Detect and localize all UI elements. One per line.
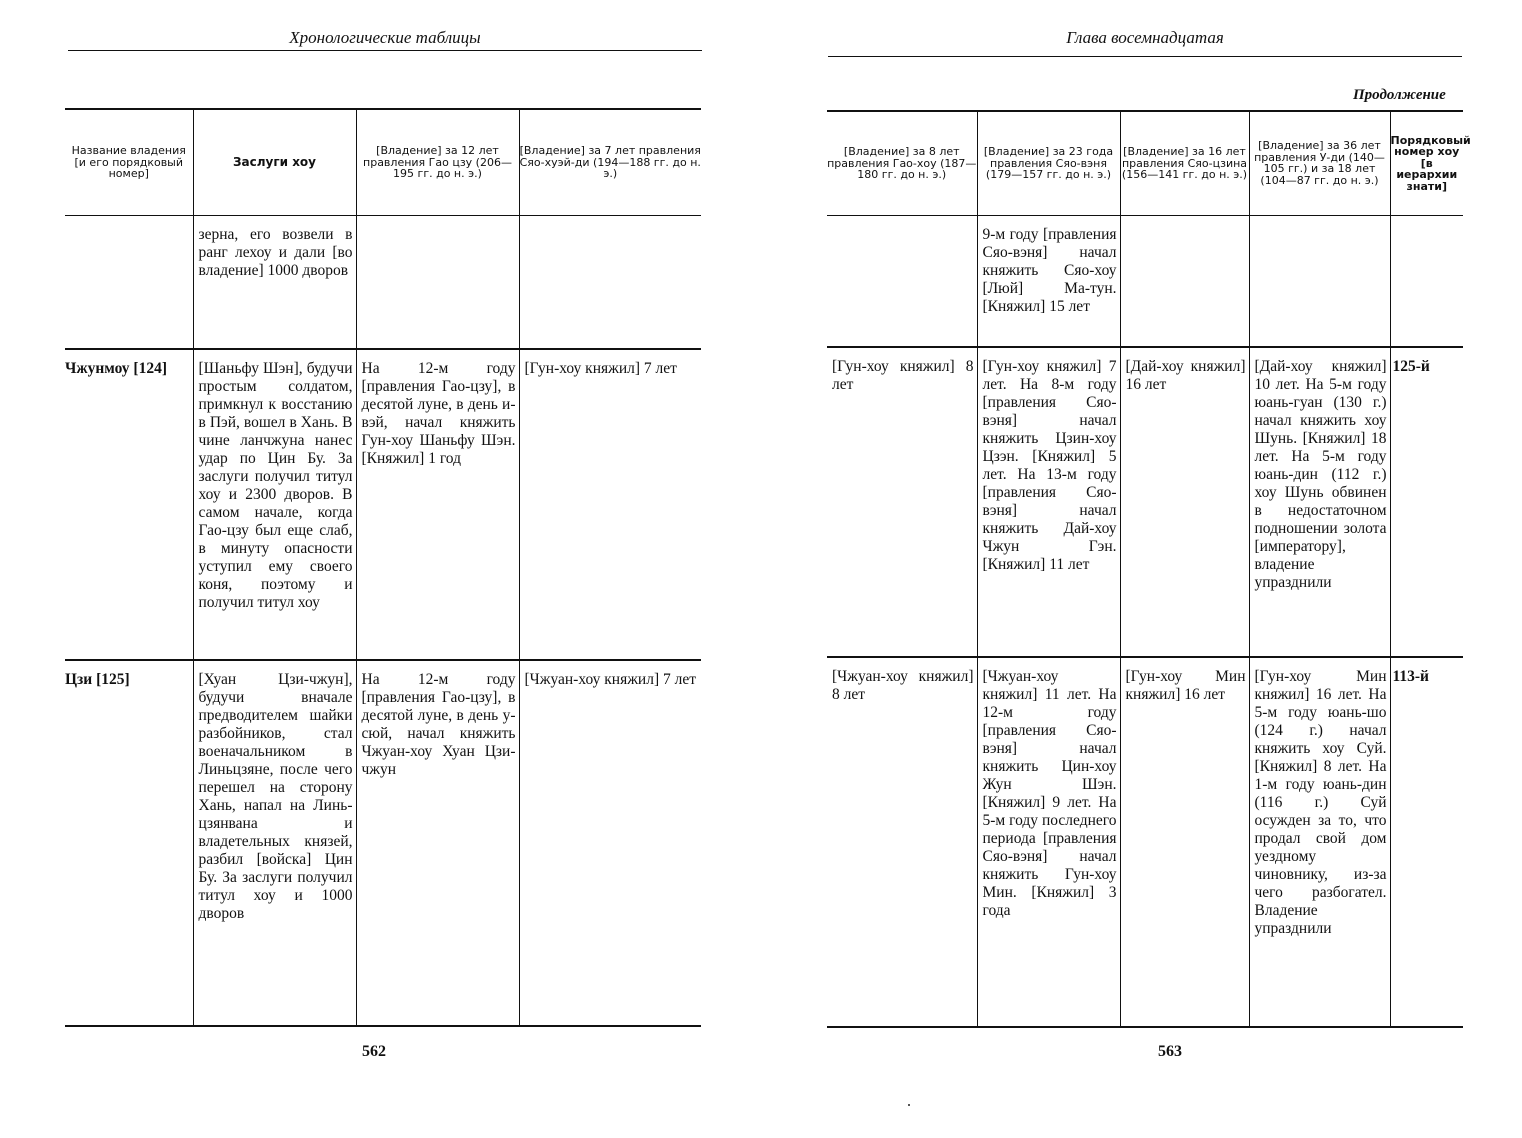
row-wudi: [Дай-хоу княжил] 10 лет. На 5-м году юань-гуан (130 г.) начал княжить хоу Шунь. [Княжил] 18 лет. На 5-м году юань-дин (112 г.) хоу Шунь обвинен в недостаточном подношении золота [императору], владение упразднили: [1254, 358, 1387, 591]
table-header-row: [65, 109, 701, 215]
scan-speck: [908, 1104, 910, 1106]
header-merits: Заслуги хоу: [193, 109, 356, 215]
table-row: [827, 347, 1463, 657]
row-merit: зерна, его возвели в ранг лехоу и дали [во владение] 1000 дворов: [198, 225, 353, 279]
header-gaohou: [Владение] за 8 лет правления Гао-хоу (187—180 гг. до н. э.): [827, 111, 977, 215]
row-wudi: [Гун-хоу Мин княжил] 16 лет. На 5-м году юань-шо (124 г.) начал княжить хоу Суй. [Княжил] 8 лет. На 1-м году юань-дин (116 г.) Суй осужден за то, что продал свой дом уездному чиновнику, из-за чего разбогател. Владение упразднили: [1254, 668, 1387, 937]
header-rule-left: [68, 50, 702, 51]
page-number-left: 562: [362, 1043, 386, 1060]
row-gaohou: [827, 216, 977, 226]
header-rule-right: [828, 56, 1462, 57]
row-merit: [Шаньфу Шэн], будучи простым солдатом, примкнул к восстанию в Пэй, вошел в Хань. В чине ланчжуна нанес удар по Цин Бу. За заслуги получил титул хоу и 2300 дворов. В самом начале, когда Гао-цзу был еще слаб, в минуту опасности уступил ему своего коня, поэтому и получил титул хоу: [198, 360, 353, 611]
row-name: Чжунмоу [124]: [65, 360, 168, 377]
row-rank: 113-й: [1392, 668, 1429, 685]
row-xiaojing: [1121, 216, 1249, 226]
table-row: [65, 349, 701, 660]
chronological-table-left: [65, 108, 701, 1027]
row-rank: 125-й: [1392, 358, 1430, 375]
page-number-right: 563: [1158, 1043, 1182, 1060]
running-head-right: Глава восемнадцатая: [1066, 28, 1224, 47]
row-xiaohui: [Гун-хоу княжил] 7 лет: [524, 360, 677, 377]
row-xiaohui: [Чжуан-хоу княжил] 7 лет: [524, 671, 697, 688]
row-rank: [1391, 216, 1464, 226]
table-row: [65, 660, 701, 1026]
row-gaozu: На 12-м году [правления Гао-цзу], в десятой луне, в день у-сюй, начал княжить Чжуан-хоу Хуан Цзи-чжун: [361, 671, 516, 778]
row-xiaowen: [Гун-хоу княжил] 7 лет. На 8-м году [правления Сяо-вэня] начал княжить Цзин-хоу Цзэн. [Княжил] 5 лет. На 13-м году [правления Сяо-вэня] начал княжить Дай-хоу Чжун Гэн. [Княжил] 11 лет: [982, 358, 1117, 573]
header-xiaojing: [Владение] за 16 лет правления Сяо-цзина (156—141 гг. до н. э.): [1120, 111, 1249, 215]
row-xiaohui: [520, 216, 702, 226]
row-xiaowen: [Чжуан-хоу княжил] 11 лет. На 12-м году [правления Сяо-вэня] начал княжить Цин-хоу Жун Шэн. [Княжил] 9 лет. На 5-м году последнего периода [правления Сяо-вэня] начал княжить Гун-хоу Мин. [Княжил] 3 года: [982, 668, 1117, 919]
chronological-table-right: [827, 110, 1471, 1028]
row-gaohou: [Гун-хоу княжил] 8 лет: [832, 358, 974, 393]
row-gaohou: [Чжуан-хоу княжил] 8 лет: [832, 668, 974, 703]
header-domain-name: Название владения [и его порядковый номер]: [65, 109, 193, 215]
header-xiaowen: [Владение] за 23 года правления Сяо-вэня (179—157 гг. до н. э.): [977, 111, 1120, 215]
table-header-row: [827, 111, 1463, 215]
row-xiaojing: [Гун-хоу Мин княжил] 16 лет: [1125, 668, 1246, 703]
header-xiaohui: [Владение] за 7 лет правления Сяо-хуэй-ди (194—188 гг. до н. э.): [519, 109, 701, 215]
table-row: [827, 215, 1463, 347]
continuation-label: Продолжение: [1353, 87, 1446, 103]
row-merit: [Хуан Цзи-чжун], будучи вначале предводителем шайки разбойников, стал военачальником в Линьцзяне, после чего перешел на сторону Хань, напал на Линь-цзянвана и владетельных князей, разбил [войска] Цин Бу. За заслуги получил титул хоу и 1000 дворов: [198, 671, 353, 922]
table-row: [827, 657, 1463, 1027]
row-wudi: [1250, 216, 1390, 226]
header-gaozu: [Владение] за 12 лет правления Гао цзу (206—195 гг. до н. э.): [356, 109, 519, 215]
row-gaozu: [357, 216, 519, 226]
row-name: [65, 216, 193, 226]
row-name: Цзи [125]: [65, 671, 130, 688]
right-page: [761, 0, 1522, 1138]
running-head-left: Хронологические таблицы: [289, 28, 481, 47]
table-row: [65, 215, 701, 349]
row-xiaojing: [Дай-хоу княжил] 16 лет: [1125, 358, 1246, 393]
header-rank: Порядковый номер хоу [в иерархии знати]: [1390, 111, 1463, 215]
header-wudi: [Владение] за 36 лет правления У-ди (140—105 гг.) и за 18 лет (104—87 гг. до н. э.): [1249, 111, 1390, 215]
row-xiaowen: 9-м году [правления Сяо-вэня] начал княжить Сяо-хоу [Люй] Ма-тун. [Княжил] 15 лет: [982, 225, 1117, 315]
row-gaozu: На 12-м году [правления Гао-цзу], в десятой луне, в день и-вэй, начал княжить Гун-хоу Шаньфу Шэн. [Княжил] 1 год: [361, 360, 516, 467]
